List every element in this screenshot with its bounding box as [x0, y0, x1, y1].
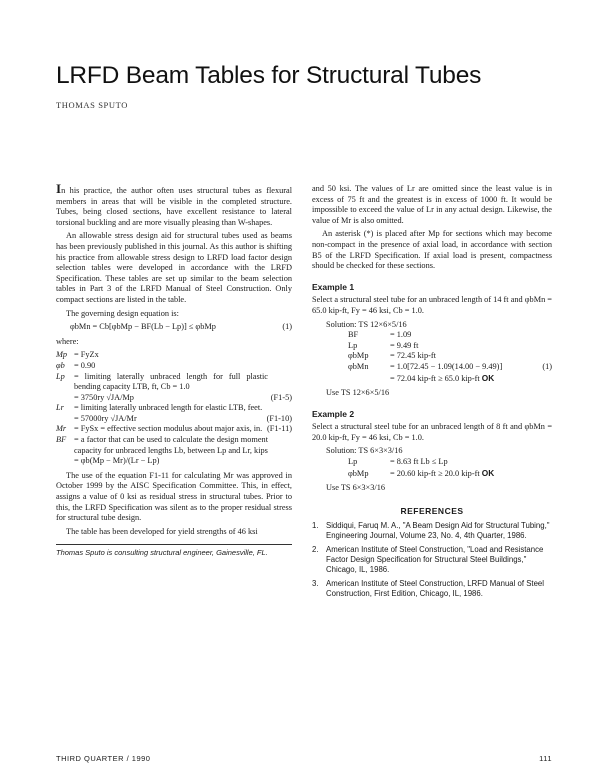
paragraph-equation-use: The use of the equation F1-11 for calculating Mr was approved in October 1999 by the AISC Specification Committee. This, in effect, assigns a value of 0 ksi as residual stress in structural tubes. Prior to this, the LRFD Specification was silent as to the proper residual stress for structural tube design. — [56, 470, 292, 523]
example-1-heading: Example 1 — [312, 281, 355, 292]
paragraph-design-aid: An allowable stress design aid for structural tubes used as beams has been previously published in this journal. As this author is shifting his practice from allowable stress design to LRFD load factor design selection tables were developed in accordance with the LRFD Specification. These tables are set up similar to the beam selection tables in Part 3 of the LRFD Manual of Steel Construction. Only compact sections are listed in the table. — [56, 231, 292, 304]
reference-item — [312, 579, 552, 599]
reference-item — [312, 545, 552, 575]
def-eqnum: (F1-11) — [266, 424, 292, 434]
definition-row — [56, 456, 292, 467]
solution-lhs: φbMn — [348, 361, 369, 371]
def-text-body: = φb(Mp − Mr)/(Lr − Lp) — [74, 456, 160, 466]
solution-rhs: = 9.49 ft — [390, 340, 419, 350]
reference-item — [312, 521, 552, 541]
solution-rhs: = 8.63 ft Lb ≤ Lp — [390, 457, 448, 467]
solution-lhs: φbMp — [348, 468, 369, 478]
def-text — [74, 424, 292, 435]
def-eqnum: (F1-5) — [270, 392, 292, 402]
definition-row — [56, 361, 292, 372]
solution-lhs: φbMp — [348, 351, 369, 361]
solution-rhs: = 72.45 kip-ft — [390, 351, 436, 361]
definition-row — [56, 372, 292, 393]
def-symbol — [56, 393, 74, 404]
equation-text: φbMn = Cb[φbMp − BF(Lb − Lp)] ≤ φbMp — [70, 322, 216, 332]
reference-number: 2. — [312, 545, 319, 555]
def-symbol: Mp — [56, 350, 68, 360]
equation-number: (1) — [282, 322, 292, 332]
example-2-text: Select a structural steel tube for an unbraced length of 8 ft and φbMn = 20.0 kip-ft, Fy = 46 ksi, Cb = 1.0. — [312, 422, 552, 442]
solution-lhs: Lp — [348, 457, 358, 467]
reference-text: Siddiqui, Faruq M. A., "A Beam Design Aid for Structural Tubing," Engineering Journal, Volume 23, No. 4, 4th Quarter, 1986. — [326, 521, 550, 541]
def-text-body: = limiting laterally unbraced length for elastic LTB, feet. — [74, 403, 263, 413]
solution-label: Solution: — [326, 319, 357, 329]
def-symbol: Lp — [56, 371, 65, 381]
definition-row — [56, 435, 292, 456]
def-text-body: = FySx = effective section modulus about major axis, in. — [74, 424, 263, 434]
def-text — [74, 456, 292, 467]
left-column — [56, 181, 292, 558]
solution-rhs: = 1.0[72.45 − 1.09(14.00 − 9.49)] — [390, 361, 503, 371]
example-2-use: Use TS 6×3×3/16 — [326, 483, 385, 493]
solution-row — [326, 457, 552, 468]
solution-section: TS 12×6×5/16 — [358, 319, 407, 329]
reference-text: American Institute of Steel Construction, "Load and Resistance Factor Design Specification for Structural Steel Buildings," Chicago, IL, 1986. — [326, 545, 544, 575]
footer-issue: THIRD QUARTER / 1990 — [56, 754, 151, 763]
ok-label: OK — [481, 372, 495, 383]
article-title: LRFD Beam Tables for Structural Tubes — [56, 62, 482, 89]
solution-label: Solution: — [326, 446, 357, 456]
def-text — [74, 403, 292, 414]
definition-row — [56, 424, 292, 435]
solution-row — [326, 351, 552, 362]
def-text-body: = limiting laterally unbraced length for full plastic bending capacity LTB, ft, Cb = 1.0 — [74, 371, 268, 392]
definitions-list — [56, 350, 292, 467]
solution-row — [326, 362, 552, 373]
def-text-body: = a factor that can be used to calculate the design moment capacity for unbraced lengths Lb, between Lp and Lr, kips — [74, 435, 268, 455]
where-label: where: — [56, 336, 79, 346]
reference-number: 3. — [312, 579, 319, 589]
solution-eqnum: (1) — [542, 361, 552, 371]
def-symbol: Lr — [56, 403, 64, 413]
footnote-divider — [56, 544, 292, 545]
example-2-solution — [326, 446, 552, 479]
example-1-text: Select a structural steel tube for an unbraced length of 14 ft and φbMn = 65.0 kip-ft, Fy = 46 ksi, Cb = 1.0. — [312, 295, 552, 315]
paragraph-governing: The governing design equation is: — [66, 308, 179, 318]
def-text — [74, 372, 292, 393]
footer-page-number: 111 — [539, 754, 552, 763]
solution-lhs: BF — [348, 330, 359, 340]
solution-head — [326, 320, 552, 331]
paragraph-yield: The table has been developed for yield strengths of 46 ksi — [66, 526, 258, 536]
def-text-body: = 0.90 — [74, 360, 96, 370]
paragraph-intro-text: n his practice, the author often uses structural tubes as flexural members in areas that will be visible in the completed structure. Tubes, being closed sections, have excellent resistance to lateral torsional buckling and are more visually pleasing than W-shapes. — [56, 186, 292, 227]
solution-rhs: = 1.09 — [390, 330, 412, 340]
reference-number: 1. — [312, 521, 319, 531]
example-1-solution — [326, 320, 552, 385]
author-footnote: Thomas Sputo is consulting structural engineer, Gainesville, FL. — [56, 548, 268, 558]
solution-rhs: = 20.60 kip-ft ≥ 20.0 kip-ft — [390, 468, 480, 478]
drop-cap: I — [56, 181, 62, 196]
def-symbol: φb — [56, 360, 65, 370]
references-heading: REFERENCES — [400, 505, 464, 516]
def-text — [74, 435, 292, 456]
author-name: THOMAS SPUTO — [56, 100, 128, 110]
paragraph-intro — [56, 181, 292, 228]
definition-row — [56, 350, 292, 361]
solution-section: TS 6×3×3/16 — [358, 446, 403, 456]
def-text — [74, 414, 292, 425]
right-column — [312, 184, 552, 603]
def-text — [74, 350, 292, 361]
def-text — [74, 361, 292, 372]
solution-row — [326, 468, 552, 480]
paragraph-asterisk: An asterisk (*) is placed after Mp for sections which may become non-compact in the presence of axial load, in accordance with section B5 of the LRFD Specification. If axial load is present, compactness should be checked for these sections. — [312, 229, 552, 271]
definition-row — [56, 393, 292, 404]
ok-label: OK — [481, 467, 495, 478]
solution-row — [326, 373, 552, 385]
solution-rhs: = 72.04 kip-ft ≥ 65.0 kip-ft — [390, 373, 480, 383]
def-symbol — [56, 414, 74, 425]
example-1-use: Use TS 12×6×5/16 — [326, 388, 390, 398]
design-equation — [56, 322, 292, 333]
def-symbol: Mr — [56, 424, 67, 434]
def-symbol — [56, 456, 74, 467]
definition-row — [56, 403, 292, 414]
def-eqnum: (F1-10) — [266, 413, 292, 423]
solution-lhs: Lp — [348, 340, 358, 350]
def-text-body: = FyZx — [74, 350, 99, 360]
solution-row — [326, 330, 552, 341]
paragraph-values: and 50 ksi. The values of Lr are omitted since the least value is in excess of 75 ft and the greatest is in excess of 1000 ft. It would be impossible to exceed the value of Lr in any actual design. Likewise, the value of Mr is also omitted. — [312, 184, 552, 225]
definition-row — [56, 414, 292, 425]
def-text — [74, 393, 292, 404]
reference-text: American Institute of Steel Construction, LRFD Manual of Steel Construction, First Edition, Chicago, IL, 1986. — [326, 579, 544, 599]
def-text-body: = 57000ry √JA/Mr — [74, 413, 137, 423]
solution-head — [326, 446, 552, 457]
example-2-heading: Example 2 — [312, 408, 355, 419]
def-text-body: = 3750ry √JA/Mp — [74, 392, 134, 402]
def-symbol: BF — [56, 435, 67, 445]
solution-row — [326, 341, 552, 352]
